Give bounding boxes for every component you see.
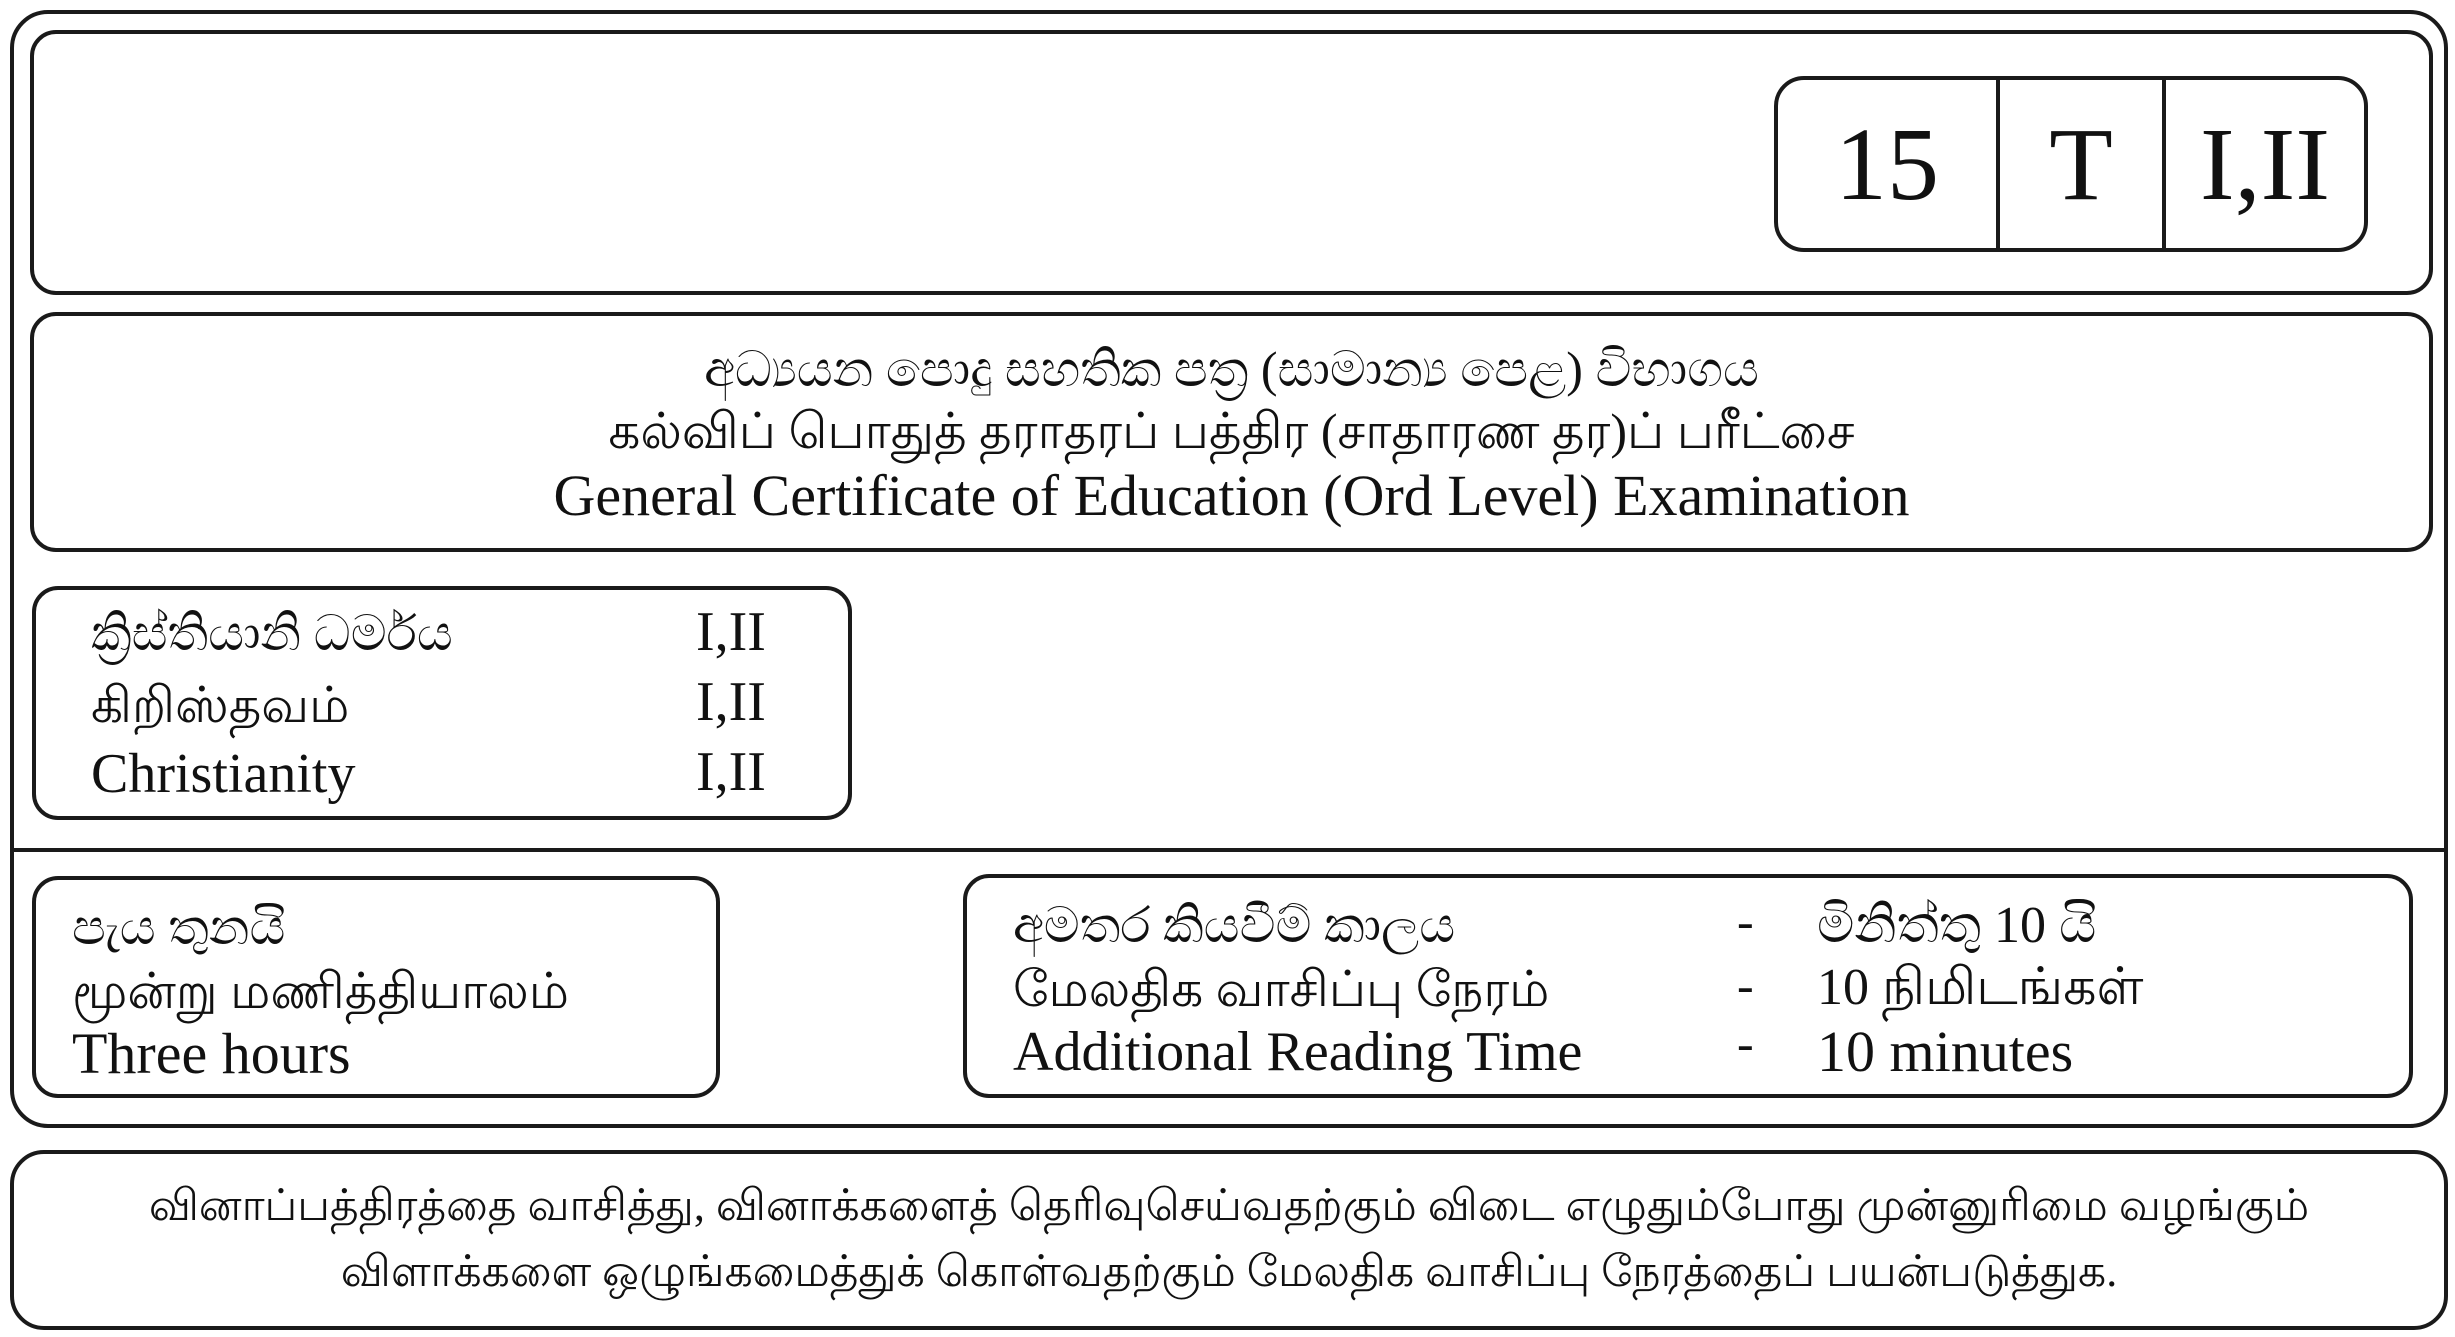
subject-paper-tamil: I,II bbox=[696, 671, 766, 733]
duration-tamil: மூன்று மணித்தியாலம் bbox=[72, 963, 570, 1019]
exam-title-sinhala: අධ්‍යයන පොදු සහතික පත්‍ර (සාමාන්‍ය පෙළ) විභාගය bbox=[704, 341, 1759, 397]
reading-dash-tamil: - bbox=[1737, 957, 1754, 1013]
subject-name-sinhala: ක්‍රිස්තියානි ධර්මය bbox=[91, 605, 453, 661]
duration-english: Three hours bbox=[72, 1021, 351, 1086]
instruction-panel bbox=[10, 1150, 2448, 1330]
subject-panel bbox=[32, 586, 852, 820]
reading-label-sinhala: අමතර කියවීම් කාලය bbox=[1013, 897, 1456, 953]
subject-name-tamil: கிறிஸ்தவம் bbox=[91, 677, 350, 733]
medium-code: T bbox=[2000, 80, 2166, 248]
instruction-line-1: வினாப்பத்திரத்தை வாசித்து, வினாக்களைத் தெரிவுசெய்வதற்கும் விடை எழுதும்போது முன்னுரிமை வழங்கும் bbox=[148, 1181, 2310, 1230]
reading-label-tamil: மேலதிக வாசிப்பு நேரம் bbox=[1013, 961, 1550, 1017]
reading-time-panel bbox=[963, 874, 2413, 1098]
section-divider bbox=[12, 848, 2444, 852]
exam-title-tamil: கல்விப் பொதுத் தராதரப் பத்திர (சாதாரண தர)ப் பரீட்சை bbox=[608, 403, 1855, 459]
subject-code: 15 bbox=[1778, 80, 2000, 248]
reading-dash-english: - bbox=[1737, 1015, 1754, 1071]
duration-sinhala: පැය තුනයි bbox=[72, 899, 286, 955]
exam-title-panel bbox=[30, 312, 2433, 552]
instruction-line-2: விளாக்களை ஒழுங்கமைத்துக் கொள்வதற்கும் மேலதிக வாசிப்பு நேரத்தைப் பயன்படுத்துக. bbox=[340, 1247, 2118, 1296]
subject-paper-english: I,II bbox=[696, 741, 766, 803]
reading-label-english: Additional Reading Time bbox=[1013, 1021, 1583, 1083]
exam-title-english: General Certificate of Education (Ord Level) Examination bbox=[553, 463, 1910, 528]
subject-name-english: Christianity bbox=[91, 743, 356, 805]
reading-dash-sinhala: - bbox=[1737, 893, 1754, 949]
subject-paper-sinhala: I,II bbox=[696, 601, 766, 663]
reading-value-sinhala: මිනිත්තු 10 යි bbox=[1817, 897, 2097, 954]
reading-value-tamil: 10 நிமிடங்கள் bbox=[1817, 959, 2144, 1016]
paper-numbers: I,II bbox=[2200, 106, 2330, 222]
reading-value-english: 10 minutes bbox=[1817, 1019, 2074, 1084]
duration-panel bbox=[32, 876, 720, 1098]
paper-code-box bbox=[1774, 76, 2368, 252]
